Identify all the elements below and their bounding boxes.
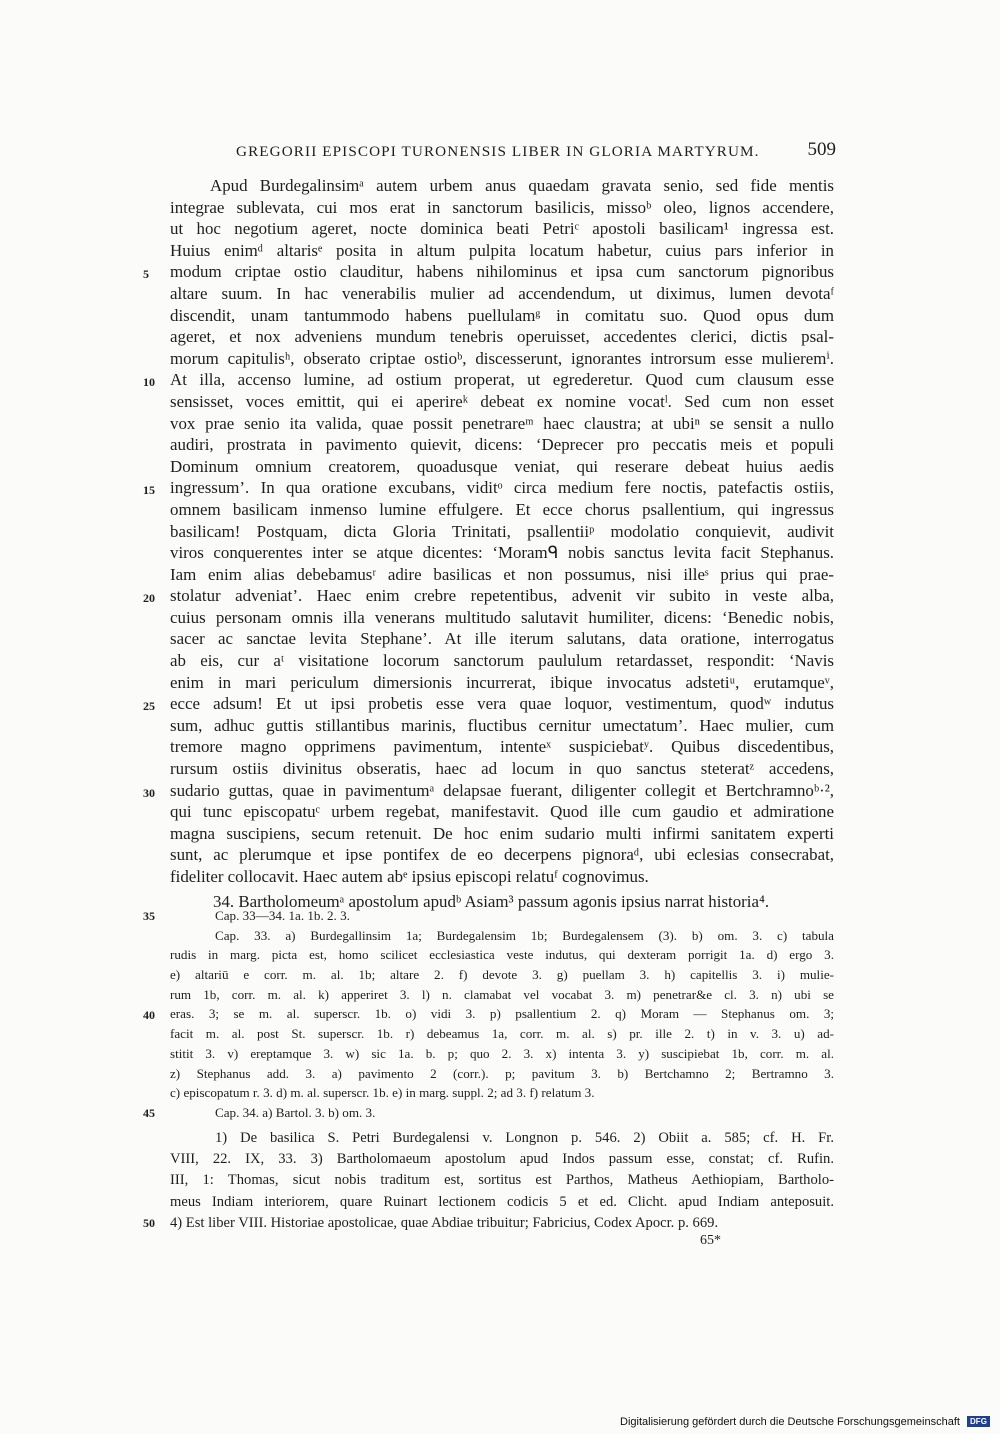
text-line: morum capitulisʰ, obserato criptae ostioᵇ, discesserunt, ignorantes introrsum esse mulieremⁱ. — [170, 348, 834, 368]
text-line: ecce adsum! Et ut ipsi probetis esse vera quae loquor, vestimentum, quodʷ indutus — [170, 694, 834, 714]
signature-mark: 65* — [700, 1233, 721, 1248]
text-line: viros conquerentes inter se atque dicentes: ‘Moramᑫ nobis sanctus levita facit Stephanus. — [170, 543, 834, 563]
line-number: 45 — [143, 1106, 155, 1120]
text-line: sunt, ac plerumque et ipse pontifex de eo decerpens pignoraᵈ, ubi eclesias consecrabat, — [170, 845, 834, 865]
apparatus-line: Cap. 33—34. 1a. 1b. 2. 3. — [215, 908, 350, 923]
line-number: 25 — [143, 699, 155, 713]
text-line: Iam enim alias debebamusʳ adire basilicas et non possumus, nisi illeˢ prius qui prae- — [170, 564, 834, 584]
text-line: modum criptae ostio clauditur, habens nihilominus et ipsa cum sanctorum pignoribus — [170, 262, 834, 282]
text-line: sacer ac sanctae levita Stephane’. At ille iterum salutans, data oratione, interrogatus — [170, 629, 834, 649]
text-line: qui tunc episcopatuᶜ urbem regebat, manifestavit. Quod ille cum gaudio et admiratione — [170, 802, 834, 822]
footnote-line: VIII, 22. IX, 33. 3) Bartholomaeum apostolum apud Indos passum esse, constat; cf. Rufin. — [170, 1151, 834, 1168]
text-line: tremore magno opprimens pavimentum, intenteˣ suspiciebatʸ. Quibus discedentibus, — [170, 737, 834, 757]
apparatus-line: stitit 3. v) ereptamque 3. w) sic 1a. b. p; quo 2. 3. x) intenta 3. y) suscipiebat 1b, corr. m. al. — [170, 1045, 834, 1061]
text-line: vox prae senio ita valida, quae possit penetrareᵐ haec claustra; at ubiⁿ se sensit a nullo — [170, 413, 834, 433]
text-line: Dominum omnium creatorem, quoadusque veniat, qui reserare debeat huius aedis — [170, 456, 834, 476]
text-line: ageret, et nox adveniens mundum tenebris operuisset, accedentes clerici, dictis psal- — [170, 327, 834, 347]
line-number: 50 — [143, 1216, 155, 1230]
text-line: audiri, prostrata in pavimento quievit, dicens: ‘Deprecer pro peccatis meis et populi — [170, 435, 834, 455]
line-number: 40 — [143, 1008, 155, 1022]
text-line: altare suum. In hac venerabilis mulier ad accendendum, ut diximus, lumen devotaᶠ — [170, 283, 834, 303]
text-line: ingressum’. In qua oratione excubans, viditᵒ circa medium fere noctis, patefactis ostiis, — [170, 478, 834, 498]
apparatus-line: rum 1b, corr. m. al. k) apperiret 3. l) n. clamabat vel vocabat 3. m) penetrar&e cl. 3. n) ubi se — [170, 986, 834, 1002]
text-line: omnem basilicam inmenso lumine effulgere. Et ecce chorus psallentium, qui ingressus — [170, 499, 834, 519]
text-line: At illa, accenso lumine, ad ostium properat, ut egrederetur. Quod cum clausum esse — [170, 370, 834, 390]
footnotes — [170, 1128, 834, 1234]
line-number: 15 — [143, 483, 155, 497]
apparatus-line: z) Stephanus add. 3. a) pavimento 2 (corr.). p; pavitum 3. b) Bertchamno 2; Bertramno 3. — [170, 1065, 834, 1081]
dfg-logo: DFG — [967, 1416, 990, 1427]
digitization-footer — [620, 1416, 996, 1432]
line-number: 30 — [143, 786, 155, 800]
text-line: cuius personam omnis illa venerans multitudo salutavit humiliter, dicens: ‘Benedic nobis, — [170, 607, 834, 627]
text-line: enim in mari periculum dimersionis incurrerat, ibique invocatus adstetiᵘ, erutamqueᵛ, — [170, 672, 834, 692]
apparatus-line: c) episcopatum r. 3. d) m. al. superscr. 1b. e) in marg. suppl. 2; ad 3. f) relatum 3. — [170, 1085, 595, 1101]
line-number: 20 — [143, 591, 155, 605]
text-line: integrae sublevata, cui mos erat in sanctorum basilicis, missoᵇ oleo, lignos accendere, — [170, 197, 834, 217]
text-line: ab eis, cur aᵗ visitatione locorum sanctorum paululum retardasset, respondit: ‘Navis — [170, 651, 834, 671]
footnote-line: III, 1: Thomas, sicut nobis traditum est, sortitus est Parthos, Matheus Aethiopiam, Bartholo- — [170, 1172, 834, 1189]
text-line: sensisset, voces emittit, qui ei aperireᵏ debeat ex nomine vocatˡ. Sed cum non esset — [170, 391, 834, 411]
text-line: sudario guttas, quae in pavimentumᵃ delapsae fuerant, diligenter collegit et Bertchramnoᵇ·², — [170, 780, 834, 800]
text-line: stolatur adveniat’. Haec enim crebre repetentibus, advenit vir subito in veste alba, — [170, 586, 834, 606]
footnote-line: meus Indiam interiorem, quare Ruinart lectionem codicis 5 et ed. Clicht. apud Indiam anteposuit. — [170, 1193, 834, 1210]
text-line: discendit, unam tantummodo habens puellulamᵍ in comitatu suo. Quod opus dum — [170, 305, 834, 325]
text-line: Apud Burdegalinsimᵃ autem urbem anus quaedam gravata senio, sed fide mentis — [210, 176, 834, 195]
text-line: fideliter collocavit. Haec autem abᵉ ipsius episcopi relatuᶠ cognovimus. — [170, 867, 649, 886]
footnote-line: 4) Est liber VIII. Historiae apostolicae, quae Abdiae tribuitur; Fabricius, Codex Apocr. p. 669. — [170, 1214, 719, 1231]
chapter-heading: 34. Bartholomeumᵃ apostolum apudᵇ Asiam³ passum agonis ipsius narrat historia⁴. — [213, 891, 770, 911]
text-line: Huius enimᵈ altarisᵉ posita in altum pulpita locatum habetur, cuius pars inferior in — [170, 240, 834, 260]
text-line: magna suscipiens, secum retenuit. De hoc enim sudario multi infirmi sanitatem experti — [170, 823, 834, 843]
text-line: sum, adhuc guttis stillantibus marinis, fluctibus cernitur umectatum’. Haec mulier, cum — [170, 715, 834, 735]
page-number: 509 — [807, 139, 836, 160]
apparatus-line: eras. 3; se m. al. superscr. 1b. o) vidi 3. p) psallentium 2. q) Moram — Stephanus om. 3; — [170, 1006, 834, 1022]
footer-text: Digitalisierung gefördert durch die Deutsche Forschungsgemeinschaft — [620, 1416, 960, 1428]
line-number: 35 — [143, 909, 155, 923]
running-title: GREGORII EPISCOPI TURONENSIS LIBER IN GLORIA MARTYRUM. — [236, 143, 760, 160]
footnote-line: 1) De basilica S. Petri Burdegalensi v. Longnon p. 546. 2) Obiit a. 585; cf. H. Fr. — [215, 1130, 834, 1146]
text-line: rursum ostiis divinitus obseratis, haec ad locum in quo sanctus steteratᶻ accedens, — [170, 759, 834, 779]
apparatus-line: e) altariū e corr. m. al. 1b; altare 2. f) devote 3. g) puellam 3. h) capitellis 3. i) mulie- — [170, 967, 834, 983]
text-line: basilicam! Postquam, dicta Gloria Trinitati, psallentiiᵖ modolatio conquievit, audivit — [170, 521, 834, 541]
line-number: 10 — [143, 375, 155, 389]
text-line: ut hoc negotium ageret, nocte dominica beati Petriᶜ apostoli basilicam¹ ingressa est. — [170, 219, 834, 239]
critical-apparatus — [170, 906, 834, 1123]
line-number: 5 — [143, 267, 149, 281]
apparatus-line: rudis in marg. picta est, homo scilicet ecclesiastica veste indutus, qui dexteram porrigit 1a. d) ergo 3. — [170, 947, 834, 963]
main-text — [170, 175, 834, 912]
running-header — [232, 139, 836, 165]
apparatus-line: Cap. 33. a) Burdegallinsim 1a; Burdegalensim 1b; Burdegalensem (3). b) om. 3. c) tabula — [215, 927, 834, 943]
apparatus-line: Cap. 34. a) Bartol. 3. b) om. 3. — [215, 1104, 376, 1120]
apparatus-line: facit m. al. post St. superscr. 1b. r) debeamus 1a, corr. m. al. s) pr. ille 2. t) in v. 3. u) ad- — [170, 1026, 834, 1042]
